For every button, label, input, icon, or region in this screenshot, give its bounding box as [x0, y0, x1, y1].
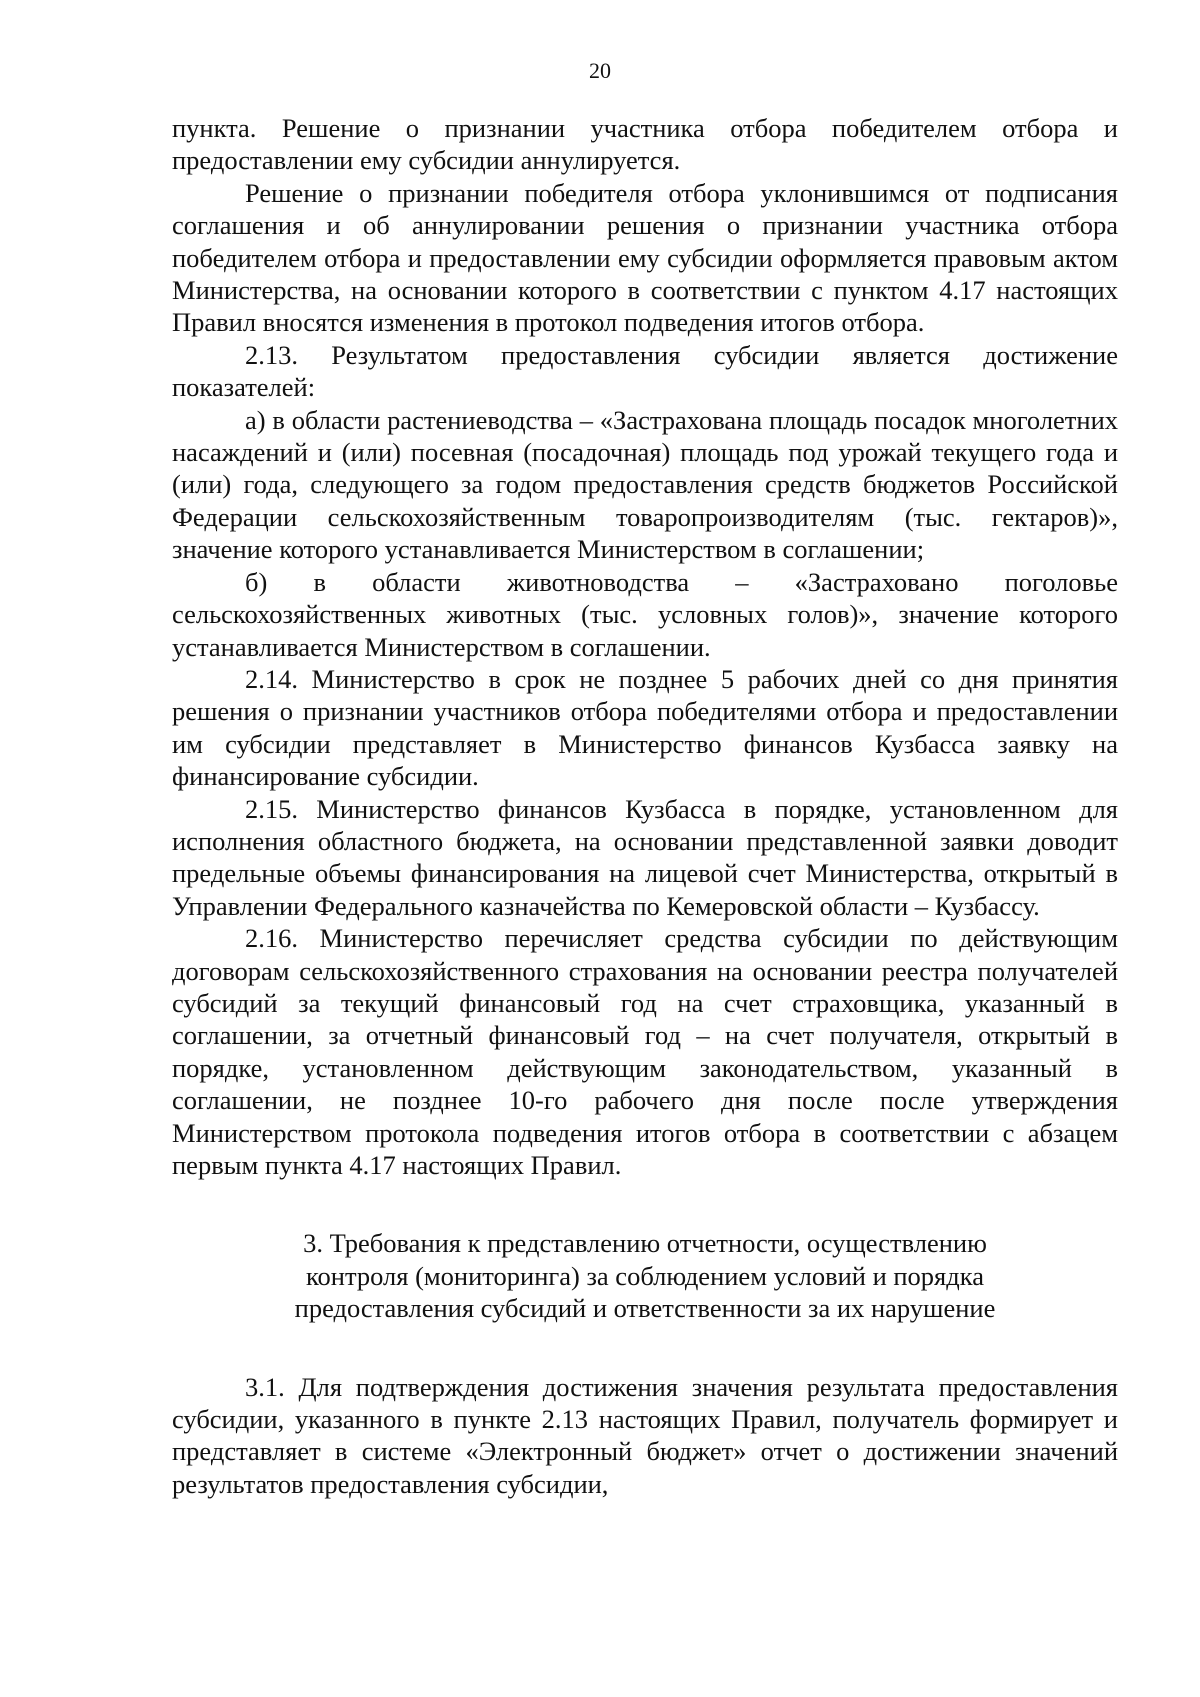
document-body [172, 112, 1118, 1500]
page-number: 20 [589, 58, 611, 83]
paragraph-continuation: пункта. Решение о признании участника отбора победителем отбора и предоставлении ему субсидии аннулируется. [172, 113, 1118, 176]
paragraph-annulment-decision: Решение о признании победителя отбора уклонившимся от подписания соглашения и об аннулировании решения о признании участника отбора победителем отбора и предоставлении ему субсидии оформляется правовым актом Министерства, на основании которого в соответствии с пунктом 4.17 настоящих Правил вносятся изменения в протокол подведения итогов отбора. [172, 177, 1118, 338]
paragraph-2-15: 2.15. Министерство финансов Кузбасса в порядке, установленном для исполнения областного бюджета, на основании представленной заявки доводит предельные объемы финансирования на лицевой счет Министерства, открытый в Управлении Федерального казначейства по Кемеровской области – Кузбассу. [172, 793, 1118, 921]
paragraph-2-16: 2.16. Министерство перечисляет средства субсидии по действующим договорам сельскохозяйственного страхования на основании реестра получателей субсидий за текущий финансовый год на счет страховщика, указанный в соглашении, за отчетный финансовый год – на счет получателя, открытый в порядке, установленном действующим законодательством, указанный в соглашении, не позднее 10-го рабочего дня после после утверждения Министерством протокола подведения итогов отбора в соответствии с абзацем первым пункта 4.17 настоящих Правил. [172, 923, 1118, 1180]
section-3-heading: 3. Требования к представлению отчетности, осуществлению контроля (мониторинга) за соблюдением условий и порядка предоставления субсидий и ответственности за их нарушение [294, 1228, 996, 1324]
paragraph-3-1: 3.1. Для подтверждения достижения значения результата предоставления субсидии, указанного в пункте 2.13 настоящих Правил, получатель формирует и представляет в системе «Электронный бюджет» отчет о достижении значений результатов предоставления субсидии, [172, 1371, 1118, 1499]
paragraph-2-14: 2.14. Министерство в срок не позднее 5 рабочих дней со дня принятия решения о признании участников отбора победителями отбора и предоставлении им субсидии представляет в Министерство финансов Кузбасса заявку на финансирование субсидии. [172, 663, 1118, 792]
paragraph-2-13-b: б) в области животноводства – «Застраховано поголовье сельскохозяйственных животных (тыс. условных голов)», значение которого устанавливается Министерством в соглашении. [172, 566, 1118, 662]
paragraph-2-13: 2.13. Результатом предоставления субсидии является достижение показателей: [172, 339, 1118, 403]
paragraph-2-13-a: а) в области растениеводства – «Застрахована площадь посадок многолетних насаждений и (или) посевная (посадочная) площадь под урожай текущего года и (или) года, следующего за годом предоставления средств бюджетов Российской Федерации сельскохозяйственным товаропроизводителям (тыс. гектаров)», значение которого устанавливается Министерством в соглашении; [172, 404, 1118, 565]
